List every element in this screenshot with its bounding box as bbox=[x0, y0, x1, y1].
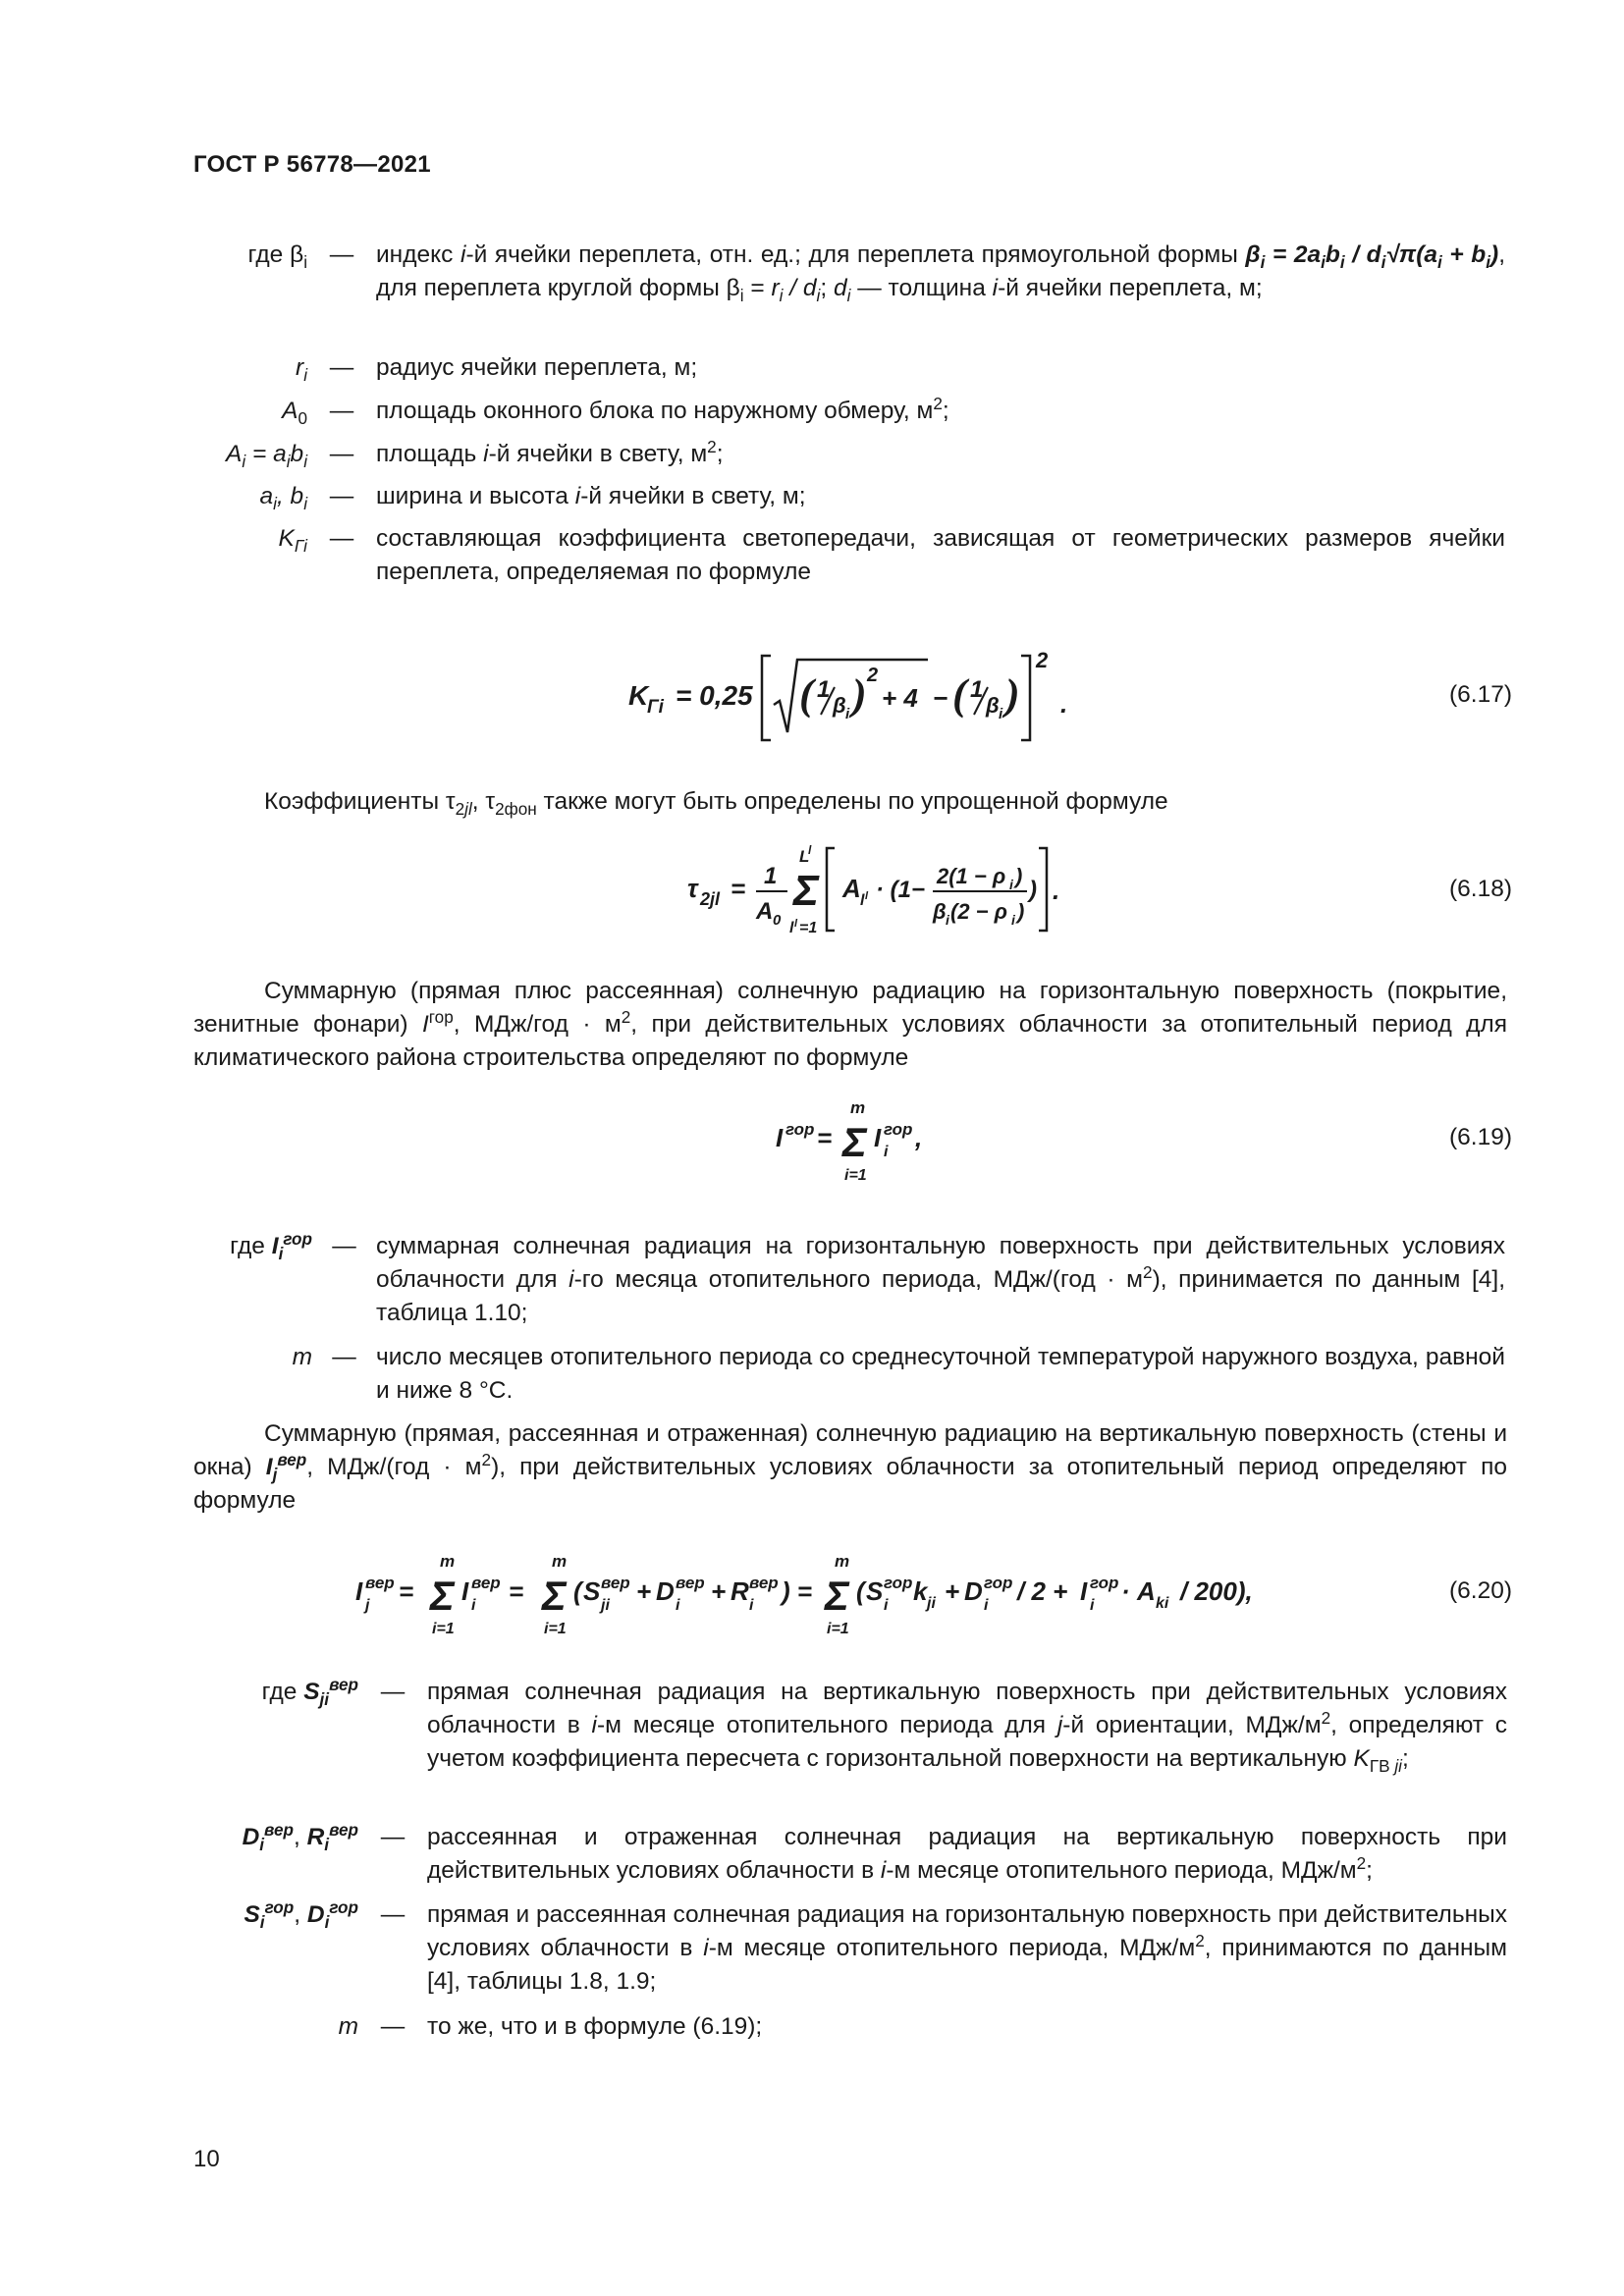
definition-symbol: $a_i$, $b_i$ bbox=[259, 483, 307, 513]
svg-text:i: i bbox=[471, 1597, 476, 1614]
svg-text:): ) bbox=[1017, 899, 1025, 924]
svg-text:A: A bbox=[1137, 1576, 1156, 1606]
definition-text: суммарная солнечная радиация на горизонтальную поверхность при действительных условиях облачности для i-го месяца отопительного периода, $МДж/(год \cdot м^2)$, принимается по данным [4], таблица 1.10; bbox=[376, 1233, 1506, 1326]
svg-text:вер: вер bbox=[471, 1574, 501, 1592]
svg-text:I: I bbox=[355, 1576, 363, 1606]
definition-m-620 bbox=[0, 2010, 1507, 2044]
formula-6-19 bbox=[776, 1097, 952, 1193]
svg-text:l: l bbox=[860, 892, 865, 909]
definition-symbol: где $I_i^{гор}$ bbox=[230, 1228, 312, 1263]
definition-text: радиус ячейки переплета, м; bbox=[376, 354, 698, 381]
formula-number-6-18: (6.18) bbox=[1448, 876, 1512, 902]
paragraph-horizontal-radiation: Суммарную (прямая плюс рассеянная) солнечную радиацию на горизонтальную поверхность (покрытие, зенитные фонари) $I^{гор}$, $МДж/год \cdot м^2$, при действительных условиях облачности за отопительный период для климатического района строительства определяют по формуле bbox=[193, 978, 1507, 1071]
definition-dash: — bbox=[329, 525, 354, 552]
svg-text:D: D bbox=[964, 1576, 983, 1606]
paragraph-coefficients: Коэффициенты $\tau_{2jl}$, $\tau_{2фон}$ также могут быть определены по упрощенной формуле bbox=[264, 788, 1168, 819]
svg-text:1: 1 bbox=[817, 676, 831, 703]
definition-symbol: где $S_{ji}^{вер}$ bbox=[261, 1674, 358, 1709]
definition-text: рассеянная и отраженная солнечная радиация на вертикальную поверхность при действительных условиях облачности в i-м месяце отопительного периода, МДж/$м^2$; bbox=[427, 1824, 1507, 1884]
svg-text:I: I bbox=[1080, 1576, 1088, 1606]
svg-text:): ) bbox=[1029, 877, 1037, 903]
svg-text:i: i bbox=[676, 1597, 680, 1614]
svg-text:S: S bbox=[866, 1576, 884, 1606]
formula-number-6-19: (6.19) bbox=[1448, 1124, 1512, 1150]
definition-i-gor bbox=[0, 1230, 1505, 1330]
svg-text:2jl: 2jl bbox=[700, 889, 721, 909]
svg-text:L: L bbox=[799, 847, 810, 866]
svg-text:l: l bbox=[865, 890, 869, 902]
svg-text:1: 1 bbox=[970, 676, 984, 703]
svg-text:(2 − ρ: (2 − ρ bbox=[950, 899, 1007, 924]
svg-text:D: D bbox=[656, 1576, 675, 1606]
formula-number-6-20: (6.20) bbox=[1448, 1577, 1512, 1604]
definition-symbol: $A_0$ bbox=[282, 398, 307, 428]
definition-dash: — bbox=[380, 1824, 406, 1850]
svg-text:=: = bbox=[817, 1123, 833, 1152]
svg-text:β: β bbox=[933, 899, 947, 924]
svg-text:гор: гор bbox=[1090, 1574, 1119, 1592]
definition-s-d-gor bbox=[0, 1898, 1507, 1999]
svg-text:.: . bbox=[1053, 876, 1060, 905]
definition-text: прямая и рассеянная солнечная радиация на горизонтальную поверхность при действительных условиях облачности в i-м месяце отопительного периода, МДж/$м^2$, принимаются по данным [4], таблицы 1.8, 1.9; bbox=[427, 1901, 1508, 1995]
svg-text:i: i bbox=[984, 1597, 989, 1614]
svg-text:·: · bbox=[1121, 1576, 1130, 1606]
formula-6-17-graphic bbox=[628, 648, 1080, 746]
definition-dash: — bbox=[329, 398, 354, 424]
svg-text:2: 2 bbox=[867, 665, 879, 686]
svg-text:): ) bbox=[1005, 670, 1020, 719]
svg-text:гор: гор bbox=[984, 1574, 1013, 1592]
svg-text:+: + bbox=[636, 1576, 652, 1606]
svg-text:ki: ki bbox=[1156, 1595, 1169, 1612]
svg-text:m: m bbox=[440, 1552, 456, 1571]
definition-symbol: m bbox=[292, 1344, 312, 1370]
svg-text:i: i bbox=[1090, 1597, 1095, 1614]
formula-6-18 bbox=[687, 840, 1080, 945]
svg-text:i: i bbox=[1011, 912, 1015, 928]
svg-text:· (1−: · (1− bbox=[876, 877, 926, 903]
svg-text:I: I bbox=[776, 1123, 784, 1152]
svg-text:= 0,25: = 0,25 bbox=[676, 680, 753, 711]
svg-text:(: ( bbox=[799, 670, 814, 719]
formula-6-20 bbox=[355, 1551, 1327, 1646]
definition-a0 bbox=[0, 395, 1505, 428]
svg-text:i: i bbox=[749, 1597, 754, 1614]
definition-dash: — bbox=[329, 441, 354, 467]
definition-ai-bi bbox=[0, 480, 1505, 513]
svg-text:+: + bbox=[945, 1576, 960, 1606]
svg-text:i=1: i=1 bbox=[844, 1167, 867, 1184]
svg-text:i: i bbox=[999, 706, 1003, 722]
svg-text:Σ: Σ bbox=[793, 867, 819, 915]
definition-kg bbox=[0, 522, 1505, 589]
formula-6-20-graphic bbox=[355, 1551, 1327, 1639]
svg-text:.: . bbox=[1060, 689, 1068, 719]
svg-text:i: i bbox=[884, 1144, 889, 1160]
svg-text:Σ: Σ bbox=[825, 1573, 849, 1619]
svg-text:гор: гор bbox=[884, 1120, 913, 1139]
svg-text:вер: вер bbox=[749, 1574, 779, 1592]
svg-text:): ) bbox=[1015, 864, 1023, 888]
svg-text:ji: ji bbox=[927, 1595, 936, 1612]
paragraph-vertical-radiation: Суммарную (прямая, рассеянная и отраженная) солнечную радиацию на вертикальную поверхность (стены и окна) $I_j^{вер}$, $МДж/(год \cdot м^2)$, при действительных условиях облачности за отопительный период определяют по формуле bbox=[193, 1420, 1508, 1514]
svg-text:вер: вер bbox=[676, 1574, 705, 1592]
definition-text: индекс i-й ячейки переплета, отн. ед.; для переплета прямоугольной формы $\beta_i = 2a_ib_i / d_i√\pi(a_i + b_i)$, для переплета круглой формы $\beta_i = r_i / d_i$; $d_i$ — толщина i-й ячейки переплета, м; bbox=[376, 241, 1505, 305]
svg-text:j: j bbox=[365, 1597, 370, 1614]
svg-text:гор: гор bbox=[785, 1120, 815, 1139]
definition-dash: — bbox=[380, 2013, 406, 2040]
definition-symbol: $K_{Гi}$ bbox=[278, 525, 307, 556]
svg-text:Гi: Гi bbox=[647, 697, 664, 718]
page-number: 10 bbox=[193, 2146, 220, 2172]
svg-text:i=1: i=1 bbox=[544, 1621, 567, 1637]
svg-text:i: i bbox=[845, 706, 850, 722]
svg-text:Σ: Σ bbox=[430, 1573, 455, 1619]
svg-text:2(1 − ρ: 2(1 − ρ bbox=[937, 864, 1006, 888]
svg-text:Σ: Σ bbox=[542, 1573, 567, 1619]
definition-text: площадь i-й ячейки в свету, $м^2$; bbox=[376, 436, 724, 467]
svg-text:=: = bbox=[509, 1576, 524, 1606]
definition-dash: — bbox=[380, 1901, 406, 1928]
document-code-header: ГОСТ Р 56778—2021 bbox=[193, 151, 431, 178]
definition-d-r-ver bbox=[0, 1821, 1507, 1888]
svg-text:=: = bbox=[731, 874, 746, 903]
svg-text:R: R bbox=[731, 1576, 749, 1606]
definition-r bbox=[0, 351, 1505, 385]
svg-text:вер: вер bbox=[365, 1574, 395, 1592]
svg-text:I: I bbox=[874, 1123, 882, 1152]
svg-text:/ 2 +: / 2 + bbox=[1017, 1576, 1068, 1606]
svg-text:ji: ji bbox=[601, 1597, 610, 1614]
definition-symbol: $r_i$ bbox=[296, 354, 307, 385]
svg-text:I: I bbox=[461, 1576, 469, 1606]
svg-text:(: ( bbox=[573, 1576, 582, 1606]
svg-text:+ 4: + 4 bbox=[882, 683, 918, 713]
svg-text:τ: τ bbox=[687, 874, 698, 903]
svg-text:=1: =1 bbox=[799, 920, 818, 936]
formula-6-17 bbox=[628, 648, 1080, 753]
definition-dash: — bbox=[329, 241, 354, 268]
definition-symbol: $A_i = a_ib_i$ bbox=[226, 441, 307, 471]
definition-s-ver bbox=[0, 1676, 1507, 1776]
svg-text:S: S bbox=[583, 1576, 601, 1606]
formula-number-6-17: (6.17) bbox=[1448, 681, 1512, 708]
svg-text:m: m bbox=[835, 1552, 850, 1571]
svg-text:m: m bbox=[850, 1098, 866, 1117]
svg-text:A: A bbox=[756, 898, 774, 925]
definition-text: площадь оконного блока по наружному обмеру, $м^2$; bbox=[376, 393, 949, 424]
definition-symbol: m bbox=[338, 2013, 358, 2040]
svg-text:k: k bbox=[913, 1576, 928, 1606]
svg-text:i=1: i=1 bbox=[827, 1621, 849, 1637]
svg-text:β: β bbox=[986, 693, 1000, 718]
definition-beta bbox=[0, 239, 1505, 305]
definition-text: то же, что и в формуле (6.19); bbox=[427, 2013, 763, 2040]
svg-text:i: i bbox=[1009, 877, 1013, 892]
definition-m-619 bbox=[0, 1341, 1505, 1408]
definition-dash: — bbox=[332, 1233, 356, 1259]
svg-text:(: ( bbox=[952, 670, 967, 719]
svg-text:0: 0 bbox=[773, 912, 782, 929]
svg-text:−: − bbox=[933, 683, 948, 713]
definition-text: ширина и высота i-й ячейки в свету, м; bbox=[376, 483, 806, 509]
svg-text:+: + bbox=[711, 1576, 727, 1606]
svg-text:/ 200),: / 200), bbox=[1180, 1576, 1253, 1606]
svg-text:гор: гор bbox=[884, 1574, 913, 1592]
definition-symbol: где $\beta_i$ bbox=[247, 241, 307, 272]
svg-text:): ) bbox=[852, 670, 867, 719]
formula-6-19-graphic bbox=[776, 1097, 952, 1186]
svg-text:i: i bbox=[884, 1597, 889, 1614]
definition-text: число месяцев отопительного периода со среднесуточной температурой наружного воздуха, равной и ниже 8 °С. bbox=[376, 1344, 1505, 1404]
formula-6-18-graphic bbox=[687, 840, 1080, 938]
definition-ai bbox=[0, 438, 1505, 471]
svg-text:β: β bbox=[833, 693, 846, 718]
definition-symbol: $D_i^{вер}$, $R_i^{вер}$ bbox=[242, 1819, 358, 1854]
svg-text:m: m bbox=[552, 1552, 568, 1571]
svg-text:l: l bbox=[808, 843, 812, 857]
svg-text:вер: вер bbox=[601, 1574, 630, 1592]
svg-text:(: ( bbox=[856, 1576, 865, 1606]
definition-dash: — bbox=[329, 483, 354, 509]
svg-text:) =: ) = bbox=[782, 1576, 813, 1606]
svg-text:K: K bbox=[628, 680, 649, 711]
svg-text:i: i bbox=[946, 912, 949, 928]
svg-text:l: l bbox=[789, 920, 794, 936]
svg-text:Σ: Σ bbox=[842, 1119, 867, 1165]
definition-dash: — bbox=[329, 354, 354, 381]
svg-text:=: = bbox=[399, 1576, 414, 1606]
svg-text:2: 2 bbox=[1036, 648, 1049, 672]
definition-symbol: $S_i^{гор}$, $D_i^{гор}$ bbox=[244, 1896, 358, 1932]
definition-dash: — bbox=[332, 1344, 356, 1370]
svg-text:1: 1 bbox=[764, 863, 778, 889]
definition-text: составляющая коэффициента светопередачи, зависящая от геометрических размеров ячейки переплета, определяемая по формуле bbox=[376, 525, 1505, 585]
definition-text: прямая солнечная радиация на вертикальную поверхность при действительных условиях облачности в i-м месяце отопительного периода для j-й ориентации, МДж/$м^2$, определяют с учетом коэффициента пересчета с горизонтальной поверхности на вертикальную $K_{ГВ ji}$; bbox=[427, 1679, 1508, 1776]
definition-dash: — bbox=[380, 1679, 406, 1705]
svg-text:l: l bbox=[794, 918, 798, 930]
svg-text:i=1: i=1 bbox=[432, 1621, 455, 1637]
svg-text:A: A bbox=[842, 874, 861, 903]
svg-text:,: , bbox=[915, 1123, 923, 1152]
